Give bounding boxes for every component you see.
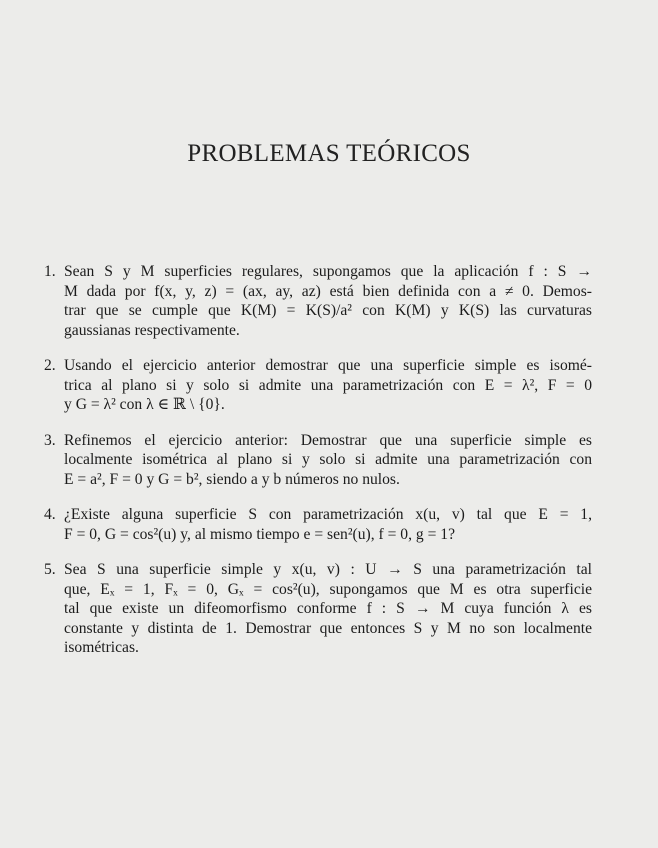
problem-item (44, 356, 592, 415)
problem-number: 5. (44, 561, 56, 578)
problem-text-line: Sean S y M superficies regulares, supongamos que la aplicación f : S → (64, 263, 592, 280)
problem-text-line: isométricas. (64, 639, 139, 656)
problem-number: 4. (44, 506, 56, 523)
problem-text-line: gaussianas respectivamente. (64, 321, 240, 339)
problem-text-line: E = a², F = 0 y G = b², siendo a y b números no nulos. (64, 470, 400, 488)
problem-text-line: tal que existe un difeomorfismo conforme f : S → M cuya función λ es (64, 600, 592, 617)
problem-text-line: M dada por f(x, y, z) = (ax, ay, az) está bien definida con a ≠ 0. Demos- (64, 282, 592, 300)
problem-item (44, 560, 592, 658)
problem-text-line: constante y distinta de 1. Demostrar que entonces S y M no son localmente (64, 619, 592, 637)
problem-number: 2. (44, 357, 56, 374)
problem-text-line: trica al plano si y solo si admite una parametrización con E = λ², F = 0 (64, 376, 592, 394)
problem-text-line: Sea S una superficie simple y x(u, v) : U → S una parametrización tal (64, 561, 592, 578)
problem-text-line: Refinemos el ejercicio anterior: Demostrar que una superficie simple es (64, 431, 592, 449)
problem-text-line: trar que se cumple que K(M) = K(S)/a² con K(M) y K(S) las curvaturas (64, 302, 592, 319)
problem-text-line: localmente isométrica al plano si y solo si admite una parametrización con (64, 451, 592, 468)
problem-item (44, 262, 592, 340)
problem-item (44, 505, 592, 544)
problem-text-line: ¿Existe alguna superficie S con parametrización x(u, v) tal que E = 1, (64, 506, 592, 523)
problem-text-line: y G = λ² con λ ∈ ℝ \ {0}. (64, 396, 225, 413)
problem-number: 3. (44, 431, 56, 449)
problem-number: 1. (44, 263, 56, 280)
page-title: PROBLEMAS TEÓRICOS (187, 140, 471, 167)
problem-text-line: F = 0, G = cos²(u) y, al mismo tiempo e = sen²(u), f = 0, g = 1? (64, 525, 455, 543)
problem-item (44, 431, 592, 490)
problem-list (44, 262, 592, 674)
problem-text-line: que, Eₓ = 1, Fₓ = 0, Gₓ = cos²(u), supongamos que M es otra superficie (64, 580, 592, 598)
problem-text-line: Usando el ejercicio anterior demostrar que una superficie simple es isomé- (64, 357, 592, 374)
